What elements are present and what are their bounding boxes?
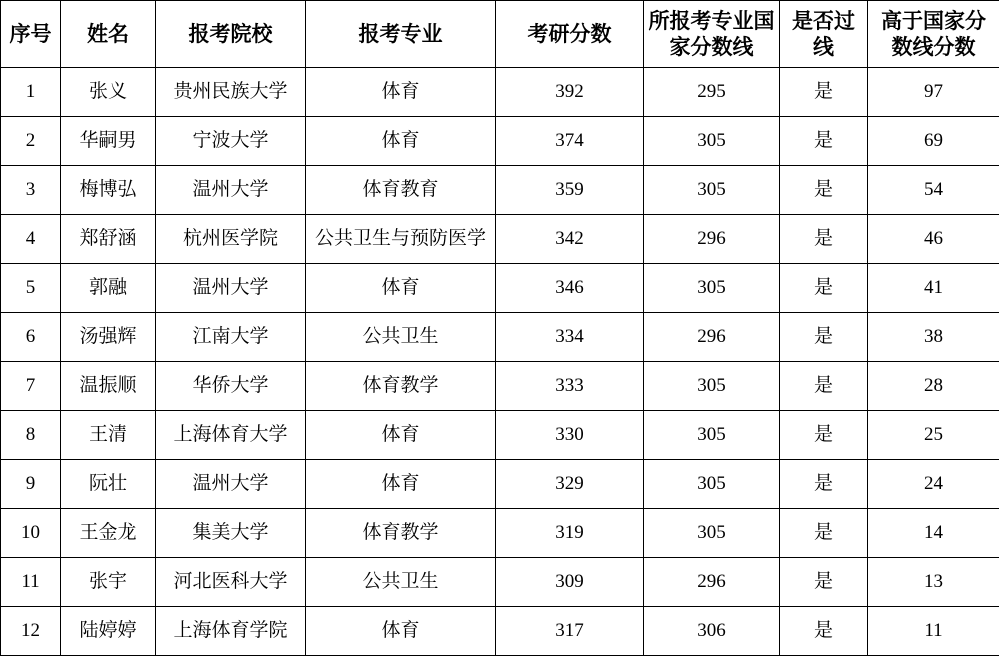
cell-school: 华侨大学	[156, 362, 306, 411]
cell-passed: 是	[780, 215, 868, 264]
column-header-diff	[868, 1, 999, 68]
cell-national-line: 305	[644, 509, 780, 558]
cell-index: 3	[1, 166, 61, 215]
column-header-passed	[780, 1, 868, 68]
cell-name: 王清	[61, 411, 156, 460]
table-row	[1, 264, 999, 313]
table-row	[1, 558, 999, 607]
cell-index: 10	[1, 509, 61, 558]
cell-passed: 是	[780, 117, 868, 166]
cell-passed: 是	[780, 68, 868, 117]
cell-diff: 24	[868, 460, 999, 509]
cell-name: 温振顺	[61, 362, 156, 411]
cell-national-line: 305	[644, 362, 780, 411]
cell-national-line: 295	[644, 68, 780, 117]
cell-passed: 是	[780, 558, 868, 607]
cell-major: 公共卫生与预防医学	[306, 215, 496, 264]
cell-index: 2	[1, 117, 61, 166]
cell-school: 温州大学	[156, 166, 306, 215]
cell-school: 温州大学	[156, 460, 306, 509]
cell-name: 张义	[61, 68, 156, 117]
cell-score: 342	[496, 215, 644, 264]
cell-diff: 28	[868, 362, 999, 411]
cell-name: 郭融	[61, 264, 156, 313]
cell-name: 陆婷婷	[61, 607, 156, 656]
cell-passed: 是	[780, 166, 868, 215]
cell-national-line: 296	[644, 313, 780, 362]
cell-major: 体育教学	[306, 509, 496, 558]
cell-score: 319	[496, 509, 644, 558]
table-header	[1, 1, 999, 68]
cell-major: 体育	[306, 460, 496, 509]
cell-major: 体育	[306, 117, 496, 166]
cell-score: 329	[496, 460, 644, 509]
cell-name: 华嗣男	[61, 117, 156, 166]
cell-index: 5	[1, 264, 61, 313]
column-header-passed-label: 是否过线	[783, 8, 864, 61]
cell-score: 317	[496, 607, 644, 656]
cell-name: 张宇	[61, 558, 156, 607]
cell-national-line: 305	[644, 264, 780, 313]
column-header-national-line	[644, 1, 780, 68]
cell-national-line: 296	[644, 558, 780, 607]
cell-national-line: 305	[644, 166, 780, 215]
cell-diff: 41	[868, 264, 999, 313]
table-row	[1, 509, 999, 558]
column-header-school	[156, 1, 306, 68]
table-row	[1, 362, 999, 411]
cell-major: 体育教育	[306, 166, 496, 215]
table-row	[1, 313, 999, 362]
column-header-diff-label: 高于国家分数线分数	[871, 8, 996, 61]
table-row	[1, 68, 999, 117]
cell-name: 阮壮	[61, 460, 156, 509]
cell-school: 温州大学	[156, 264, 306, 313]
cell-index: 4	[1, 215, 61, 264]
table-row	[1, 411, 999, 460]
column-header-major	[306, 1, 496, 68]
cell-name: 郑舒涵	[61, 215, 156, 264]
cell-school: 杭州医学院	[156, 215, 306, 264]
table-row	[1, 117, 999, 166]
table-row	[1, 166, 999, 215]
cell-diff: 97	[868, 68, 999, 117]
cell-national-line: 305	[644, 460, 780, 509]
cell-national-line: 305	[644, 117, 780, 166]
cell-major: 体育	[306, 411, 496, 460]
cell-passed: 是	[780, 362, 868, 411]
cell-diff: 69	[868, 117, 999, 166]
column-header-school-label: 报考院校	[189, 22, 273, 46]
table-row	[1, 607, 999, 656]
cell-name: 梅博弘	[61, 166, 156, 215]
cell-diff: 11	[868, 607, 999, 656]
cell-school: 宁波大学	[156, 117, 306, 166]
cell-diff: 14	[868, 509, 999, 558]
table-row	[1, 215, 999, 264]
cell-school: 集美大学	[156, 509, 306, 558]
cell-score: 334	[496, 313, 644, 362]
cell-passed: 是	[780, 411, 868, 460]
table-body	[1, 68, 999, 656]
cell-index: 8	[1, 411, 61, 460]
cell-index: 7	[1, 362, 61, 411]
cell-score: 333	[496, 362, 644, 411]
cell-index: 11	[1, 558, 61, 607]
cell-passed: 是	[780, 313, 868, 362]
cell-passed: 是	[780, 509, 868, 558]
cell-school: 上海体育大学	[156, 411, 306, 460]
cell-diff: 54	[868, 166, 999, 215]
column-header-score	[496, 1, 644, 68]
cell-score: 346	[496, 264, 644, 313]
table-row	[1, 460, 999, 509]
column-header-national-line-label: 所报考专业国家分数线	[647, 8, 776, 61]
cell-school: 上海体育学院	[156, 607, 306, 656]
cell-major: 体育	[306, 68, 496, 117]
cell-score: 392	[496, 68, 644, 117]
cell-index: 12	[1, 607, 61, 656]
column-header-major-label: 报考专业	[359, 22, 443, 46]
cell-national-line: 296	[644, 215, 780, 264]
column-header-index-label: 序号	[10, 22, 52, 46]
column-header-name	[61, 1, 156, 68]
cell-passed: 是	[780, 460, 868, 509]
cell-diff: 38	[868, 313, 999, 362]
cell-score: 309	[496, 558, 644, 607]
cell-score: 359	[496, 166, 644, 215]
cell-major: 公共卫生	[306, 558, 496, 607]
cell-school: 江南大学	[156, 313, 306, 362]
cell-diff: 13	[868, 558, 999, 607]
cell-score: 374	[496, 117, 644, 166]
column-header-name-label: 姓名	[87, 22, 129, 46]
cell-school: 贵州民族大学	[156, 68, 306, 117]
cell-passed: 是	[780, 607, 868, 656]
cell-major: 体育教学	[306, 362, 496, 411]
cell-index: 6	[1, 313, 61, 362]
cell-name: 王金龙	[61, 509, 156, 558]
cell-major: 体育	[306, 264, 496, 313]
cell-school: 河北医科大学	[156, 558, 306, 607]
cell-diff: 25	[868, 411, 999, 460]
cell-score: 330	[496, 411, 644, 460]
cell-major: 公共卫生	[306, 313, 496, 362]
column-header-index	[1, 1, 61, 68]
cell-name: 汤强辉	[61, 313, 156, 362]
table-header-row	[1, 1, 999, 68]
column-header-score-label: 考研分数	[528, 22, 612, 46]
cell-national-line: 306	[644, 607, 780, 656]
cell-index: 1	[1, 68, 61, 117]
cell-national-line: 305	[644, 411, 780, 460]
cell-index: 9	[1, 460, 61, 509]
cell-passed: 是	[780, 264, 868, 313]
cell-diff: 46	[868, 215, 999, 264]
cell-major: 体育	[306, 607, 496, 656]
